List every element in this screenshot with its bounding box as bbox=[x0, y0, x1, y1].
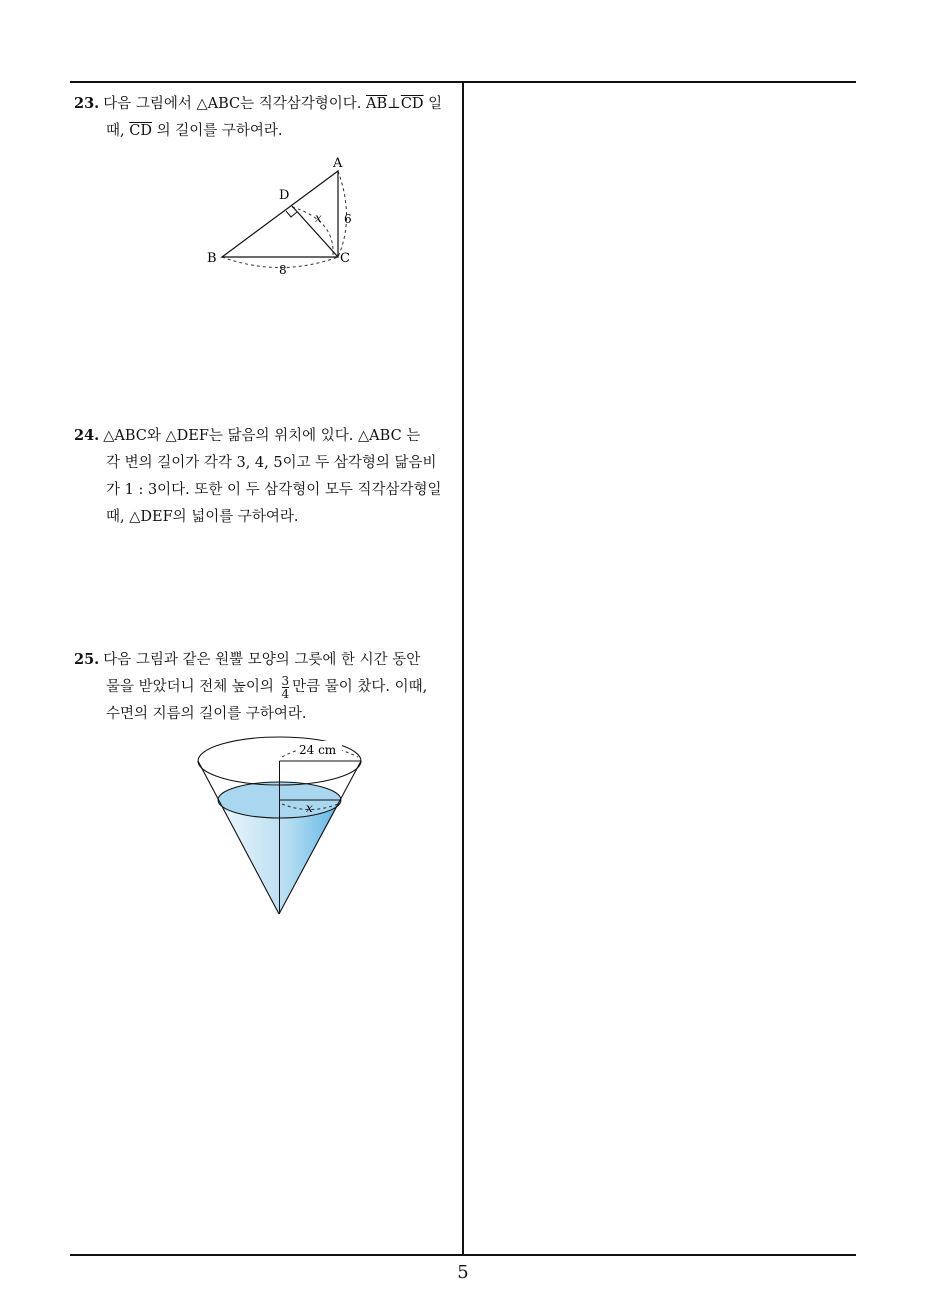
problem-number: 23. bbox=[74, 95, 100, 112]
fraction-numerator: 3 bbox=[281, 673, 290, 688]
label-x: x bbox=[315, 211, 322, 225]
label-8: 8 bbox=[279, 263, 287, 277]
problem-25 bbox=[74, 646, 460, 728]
problem-24-line-4: 때, △DEF의 넓이를 구하여라. bbox=[106, 509, 299, 525]
right-angle-mark bbox=[286, 211, 297, 217]
problem-25-line-3: 수면의 지름의 길이를 구하여라. bbox=[106, 706, 307, 722]
problem-24 bbox=[74, 422, 460, 531]
problem-24-line-2: 각 변의 길이가 각각 3, 4, 5이고 두 삼각형의 닮음비 bbox=[106, 455, 437, 471]
segment-cd: $\overline{CD}$ bbox=[400, 96, 424, 112]
label-c: C bbox=[340, 251, 350, 266]
problem-24-line-1: 24. △ABC와 △DEF는 닮음의 위치에 있다. △ABC 는 bbox=[74, 427, 421, 444]
column-divider bbox=[462, 82, 464, 1255]
problem-number: 24. bbox=[74, 427, 100, 444]
problem-25-line-2: 물을 받았더니 전체 높이의 $\frac{3}{4}$ 만큼 물이 찼다. 이때, bbox=[106, 673, 428, 701]
problem-23-line-2: 때, $\overline{CD}$ 의 길이를 구하여라. bbox=[106, 123, 283, 139]
arc-dc bbox=[292, 207, 333, 255]
page-number: 5 bbox=[457, 1262, 469, 1283]
segment-cd: $\overline{CD}$ bbox=[129, 123, 152, 139]
problem-25-line-1: 25. 다음 그림과 같은 원뿔 모양의 그릇에 한 시간 동안 bbox=[74, 651, 421, 668]
label-x: x bbox=[306, 801, 313, 815]
label-d: D bbox=[279, 188, 290, 203]
fraction-denominator: 4 bbox=[281, 686, 290, 701]
problem-24-line-3: 가 1 : 3이다. 또한 이 두 삼각형이 모두 직각삼각형일 bbox=[106, 482, 442, 498]
cone-figure bbox=[190, 735, 370, 920]
label-radius: 24 cm bbox=[299, 743, 337, 757]
segment-ab: $\overline{AB}$ bbox=[366, 96, 388, 112]
problem-23 bbox=[74, 90, 460, 145]
fraction bbox=[282, 675, 290, 700]
label-6: 6 bbox=[344, 212, 352, 226]
problem-23-line-1: 23. 다음 그림에서 △ABC는 직각삼각형이다. $\overline{AB}\perp\overline{CD}$ 일 bbox=[74, 95, 443, 112]
problem-number: 25. bbox=[74, 651, 100, 668]
triangle-figure bbox=[195, 150, 370, 280]
label-a: A bbox=[333, 156, 343, 171]
label-b: B bbox=[207, 251, 217, 266]
bottom-rule bbox=[70, 1254, 856, 1256]
